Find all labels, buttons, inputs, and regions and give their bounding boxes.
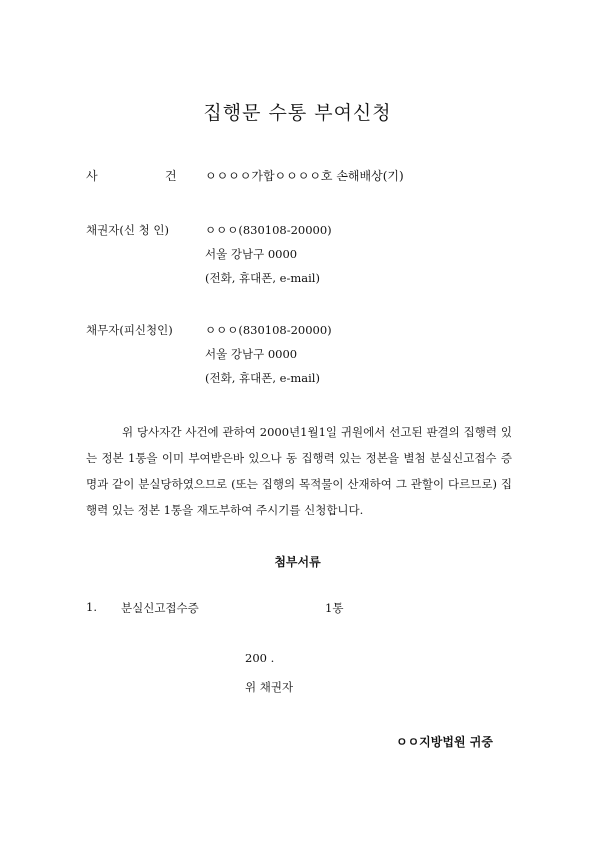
- debtor-name: ㅇㅇㅇ(830108-20000): [205, 323, 332, 337]
- attachment-count: 1통: [325, 601, 344, 615]
- case-label-first: 사: [86, 169, 98, 183]
- debtor-label: 채무자(피신청인): [86, 323, 173, 337]
- attachment-name: 분실신고접수증: [121, 601, 199, 615]
- court-addressee: ㅇㅇ지방법원 귀중: [396, 735, 493, 749]
- document-title: 집행문 수통 부여신청: [203, 102, 392, 124]
- creditor-label: 채권자(신 청 인): [86, 223, 169, 237]
- case-value: ㅇㅇㅇㅇ가합ㅇㅇㅇㅇ호 손해배상(기): [205, 169, 404, 183]
- attachments-heading: 첨부서류: [274, 555, 321, 569]
- filing-date: 200 .: [245, 651, 275, 665]
- creditor-contact: (전화, 휴대폰, e-mail): [205, 271, 320, 285]
- attachment-number: 1.: [86, 600, 97, 614]
- debtor-contact: (전화, 휴대폰, e-mail): [205, 371, 320, 385]
- case-label-second: 건: [165, 169, 177, 183]
- request-body-text: 위 당사자간 사건에 관하여 2000년1월1일 귀원에서 선고된 판결의 집행력 있는 정본 1통을 이미 부여받은바 있으나 동 집행력 있는 정본을 별첨 분실신고접수 증명과 같이 분실당하였으므로 (또는 집행의 목적물이 산재하여 그 관할이 다르므로) 집행력 있는 정본 1통을 재도부하여 주시기를 신청합니다.: [86, 425, 512, 517]
- signer-line: 위 채권자: [245, 680, 294, 694]
- creditor-name: ㅇㅇㅇ(830108-20000): [205, 223, 332, 237]
- debtor-address: 서울 강남구 0000: [205, 347, 298, 361]
- creditor-address: 서울 강남구 0000: [205, 247, 298, 261]
